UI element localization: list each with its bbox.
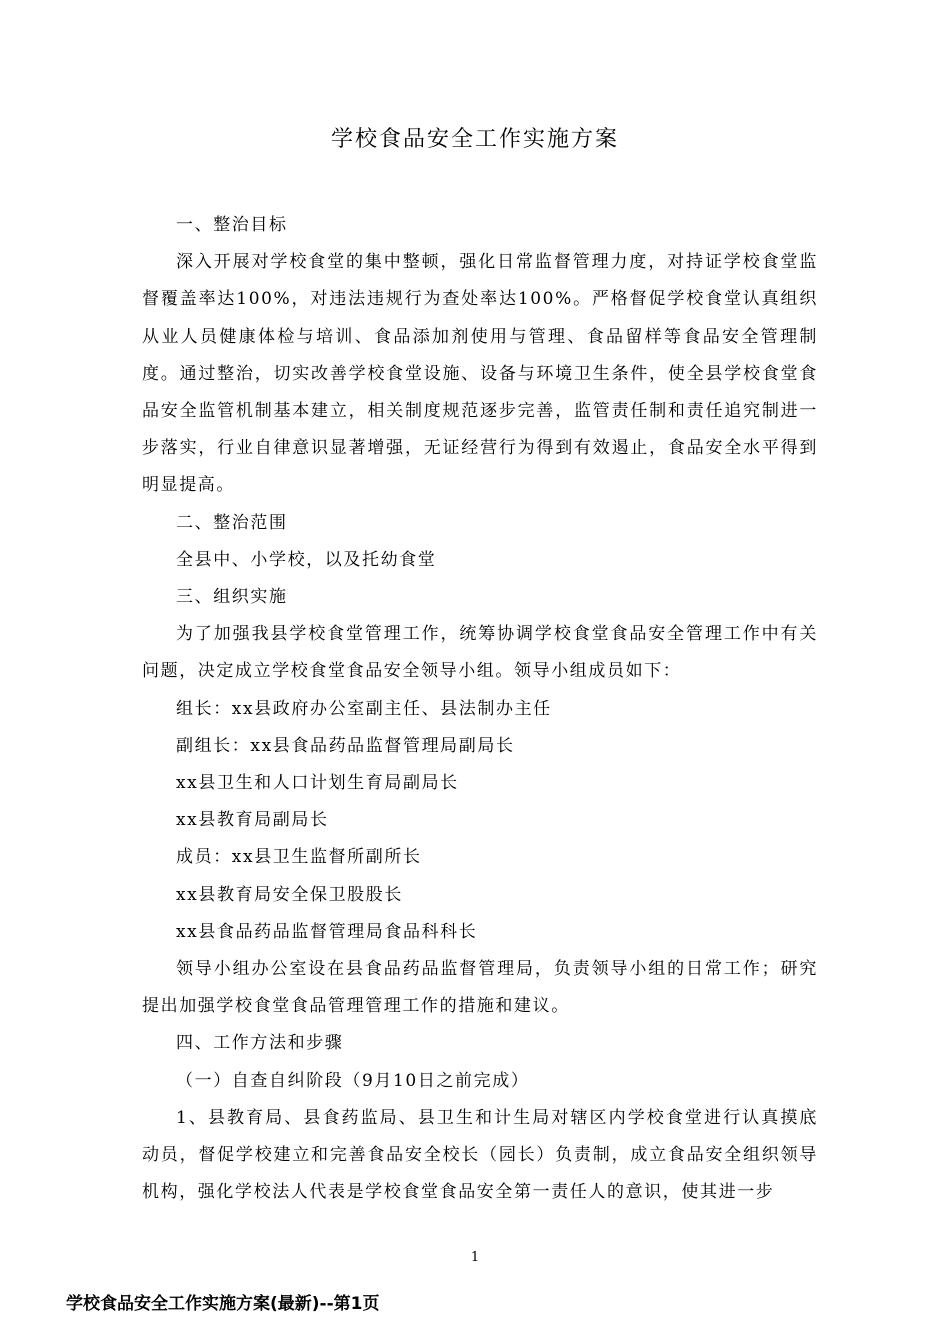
section-heading-methods: 四、工作方法和步骤 (176, 1033, 344, 1054)
section-heading-goal: 一、整治目标 (176, 215, 288, 235)
paragraph-organization: 为了加强我县学校食堂管理工作，统筹协调学校食堂食品安全管理工作中有关问题，决定成立学校食堂食品安全领导小组。领导小组成员如下： (142, 624, 818, 682)
deputy-leader-line-2: xx县卫生和人口计划生育局副局长 (176, 773, 459, 794)
deputy-leader-line-3: xx县教育局副局长 (176, 810, 329, 831)
deputy-leader-line: 副组长：xx县食品药品监督管理局副局长 (176, 735, 515, 756)
section-heading-organization: 三、组织实施 (176, 587, 288, 608)
subsection-heading-self-check: （一）自查自纠阶段（9月10日之前完成） (176, 1070, 530, 1091)
member-line: 成员：xx县卫生监督所副所长 (176, 847, 422, 868)
member-line-2: xx县教育局安全保卫股股长 (176, 884, 403, 905)
paragraph-scope: 全县中、小学校，以及托幼食堂 (176, 549, 437, 570)
member-line-3: xx县食品药品监督管理局食品科科长 (176, 921, 478, 942)
section-heading-scope: 二、整治范围 (176, 512, 288, 533)
page-footer: 学校食品安全工作实施方案(最新)--第1页 (66, 1294, 380, 1314)
document-title: 学校食品安全工作实施方案 (330, 127, 619, 152)
leader-line: 组长：xx县政府办公室副主任、县法制办主任 (176, 698, 552, 719)
paragraph-self-check-1: 1、县教育局、县食药监局、县卫生和计生局对辖区内学校食堂进行认真摸底动员，督促学校建立和完善食品安全校长（园长）负责制，成立食品安全组织领导机构，强化学校法人代表是学校食堂食品安全第一责任人的意识，使其进一步 (142, 1107, 818, 1203)
document-body (142, 207, 818, 1211)
paragraph-goal: 深入开展对学校食堂的集中整顿，强化日常监督管理力度，对持证学校食堂监督覆盖率达100%，对违法违规行为查处率达100%。严格督促学校食堂认真组织从业人员健康体检与培训、食品添加剂使用与管理、食品留样等食品安全管理制度。通过整治，切实改善学校食堂设施、设备与环境卫生条件，使全县学校食堂食品安全监管机制基本建立，相关制度规范逐步完善，监管责任制和责任追究制进一步落实，行业自律意识显著增强，无证经营行为得到有效遏止，食品安全水平得到明显提高。 (142, 252, 818, 496)
paragraph-office: 领导小组办公室设在县食品药品监督管理局，负责领导小组的日常工作；研究提出加强学校食堂食品管理管理工作的措施和建议。 (142, 959, 818, 1017)
page-number: 1 (470, 1250, 480, 1265)
